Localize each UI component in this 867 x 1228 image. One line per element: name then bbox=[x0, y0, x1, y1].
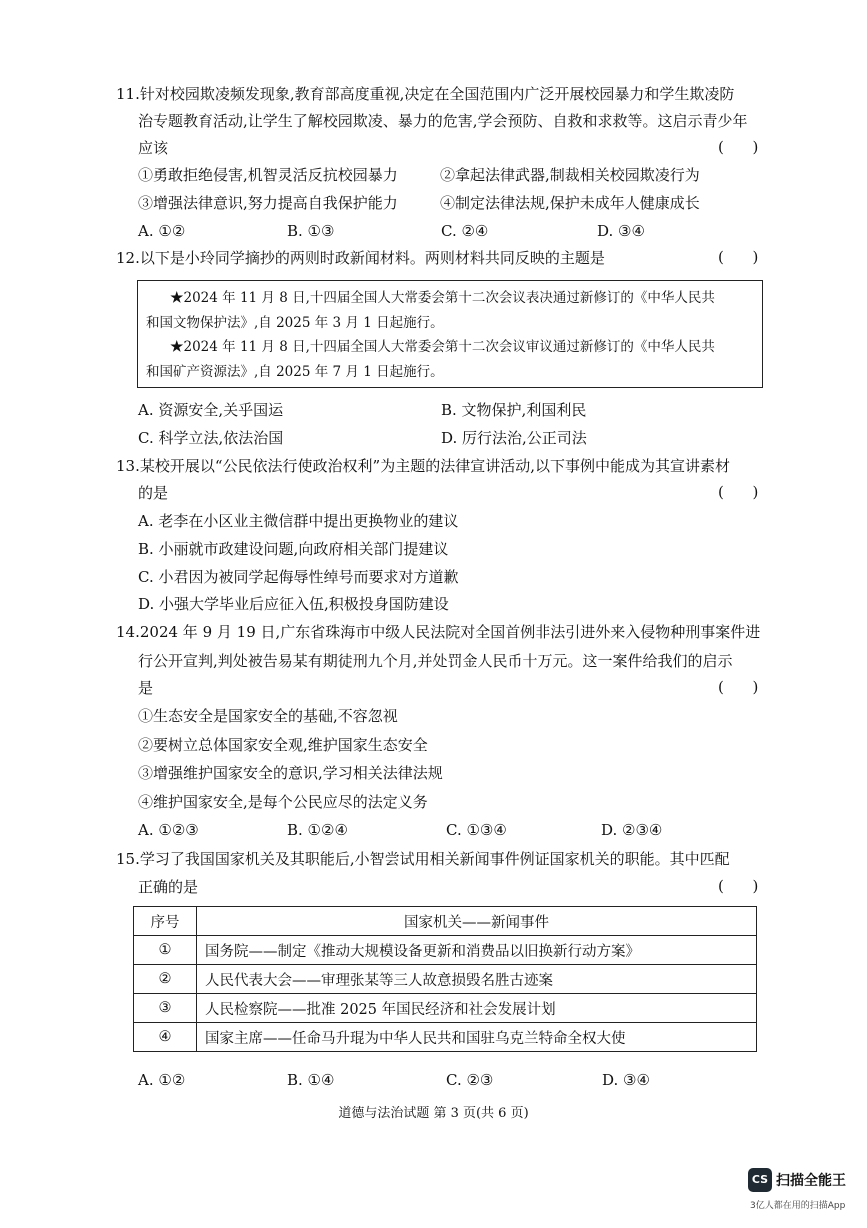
option-c: C. 小君因为被同学起侮辱性绰号而要求对方道歉 bbox=[138, 568, 459, 586]
table-row bbox=[134, 936, 757, 965]
statement-item: ①勇敢拒绝侵害,机智灵活反抗校园暴力 bbox=[138, 166, 398, 184]
option-a: A. 老李在小区业主微信群中提出更换物业的建议 bbox=[138, 512, 459, 530]
news-line: 和国文物保护法》,自 2025 年 3 月 1 日起施行。 bbox=[146, 315, 444, 331]
question-11-stem-line-1: 11.针对校园欺凌频发现象,教育部高度重视,决定在全国范围内广泛开展校园暴力和学生欺凌防 bbox=[116, 85, 735, 103]
option-a: A. ①② bbox=[138, 1071, 186, 1089]
question-15-stem-line-2: 正确的是 bbox=[138, 878, 199, 896]
table-cell-number: ① bbox=[134, 936, 197, 965]
answer-bracket: ( ) bbox=[718, 877, 759, 895]
table-cell-number: ② bbox=[134, 965, 197, 994]
statement-item: ④制定法律法规,保护未成年人健康成长 bbox=[440, 194, 700, 212]
watermark-tagline: 3亿人都在用的扫描App bbox=[750, 1201, 846, 1211]
table-cell-number: ④ bbox=[134, 1023, 197, 1052]
option-b: B. ①④ bbox=[287, 1071, 335, 1089]
answer-bracket: ( ) bbox=[718, 678, 759, 696]
option-c: C. ②④ bbox=[441, 222, 489, 240]
table-cell-event: 人民代表大会——审理张某等三人故意损毁名胜古迹案 bbox=[197, 965, 757, 994]
table-header-cell: 国家机关——新闻事件 bbox=[197, 907, 757, 936]
matching-table bbox=[133, 906, 757, 1052]
option-c: C. ②③ bbox=[446, 1071, 494, 1089]
option-a: A. ①② bbox=[138, 222, 186, 240]
question-14-stem-line-2: 行公开宣判,判处被告易某有期徒刑九个月,并处罚金人民币十万元。这一案件给我们的启示 bbox=[138, 652, 733, 670]
question-13-stem-line-1: 13.某校开展以“公民依法行使政治权利”为主题的法律宣讲活动,以下事例中能成为其宣讲素材 bbox=[116, 457, 730, 475]
option-b: B. 文物保护,利国利民 bbox=[441, 401, 587, 419]
table-cell-event: 国家主席——任命马升琨为中华人民共和国驻乌克兰特命全权大使 bbox=[197, 1023, 757, 1052]
news-line: ★2024 年 11 月 8 日,十四届全国人大常委会第十二次会议表决通过新修订的《中华人民共 bbox=[170, 290, 715, 306]
statement-item: ①生态安全是国家安全的基础,不容忽视 bbox=[138, 707, 398, 725]
table-cell-number: ③ bbox=[134, 994, 197, 1023]
statement-item: ④维护国家安全,是每个公民应尽的法定义务 bbox=[138, 793, 428, 811]
table-row bbox=[134, 994, 757, 1023]
statement-item: ③增强维护国家安全的意识,学习相关法律法规 bbox=[138, 764, 443, 782]
statement-item: ②拿起法律武器,制裁相关校园欺凌行为 bbox=[440, 166, 700, 184]
option-d: D. 小强大学毕业后应征入伍,积极投身国防建设 bbox=[138, 595, 449, 613]
news-line: ★2024 年 11 月 8 日,十四届全国人大常委会第十二次会议审议通过新修订的《中华人民共 bbox=[170, 339, 715, 355]
option-c: C. 科学立法,依法治国 bbox=[138, 429, 284, 447]
option-b: B. ①②④ bbox=[287, 821, 348, 839]
scanner-watermark bbox=[748, 1168, 858, 1218]
answer-bracket: ( ) bbox=[718, 138, 759, 156]
option-a: A. ①②③ bbox=[138, 821, 199, 839]
statement-item: ②要树立总体国家安全观,维护国家生态安全 bbox=[138, 736, 428, 754]
question-13-stem-line-2: 的是 bbox=[138, 484, 169, 502]
watermark-app-name: 扫描全能王 bbox=[776, 1173, 846, 1189]
option-d: D. ③④ bbox=[602, 1071, 650, 1089]
news-material-box bbox=[137, 280, 763, 388]
question-11-stem-line-3: 应该 bbox=[138, 139, 169, 157]
statement-item: ③增强法律意识,努力提高自我保护能力 bbox=[138, 194, 398, 212]
table-row bbox=[134, 1023, 757, 1052]
option-d: D. 厉行法治,公正司法 bbox=[441, 429, 587, 447]
table-cell-event: 国务院——制定《推动大规模设备更新和消费品以旧换新行动方案》 bbox=[197, 936, 757, 965]
option-c: C. ①③④ bbox=[446, 821, 507, 839]
page-footer: 道德与法治试题 第 3 页(共 6 页) bbox=[338, 1106, 529, 1121]
table-row bbox=[134, 965, 757, 994]
table-header-row bbox=[134, 907, 757, 936]
question-14-stem-line-1: 14.2024 年 9 月 19 日,广东省珠海市中级人民法院对全国首例非法引进外来入侵物种刑事案件进 bbox=[116, 623, 761, 641]
question-14-stem-line-3: 是 bbox=[138, 679, 154, 697]
camscanner-logo-icon: CS bbox=[748, 1168, 772, 1192]
question-11-stem-line-2: 治专题教育活动,让学生了解校园欺凌、暴力的危害,学会预防、自救和求救等。这启示青少年 bbox=[138, 112, 748, 130]
table-cell-event: 人民检察院——批准 2025 年国民经济和社会发展计划 bbox=[197, 994, 757, 1023]
table-header-cell: 序号 bbox=[134, 907, 197, 936]
answer-bracket: ( ) bbox=[718, 483, 759, 501]
option-b: B. 小丽就市政建设问题,向政府相关部门提建议 bbox=[138, 540, 449, 558]
news-line: 和国矿产资源法》,自 2025 年 7 月 1 日起施行。 bbox=[146, 364, 444, 380]
option-a: A. 资源安全,关乎国运 bbox=[138, 401, 284, 419]
question-12-stem-line-1: 12.以下是小玲同学摘抄的两则时政新闻材料。两则材料共同反映的主题是 bbox=[116, 249, 605, 267]
answer-bracket: ( ) bbox=[718, 248, 759, 266]
option-d: D. ②③④ bbox=[601, 821, 663, 839]
option-b: B. ①③ bbox=[287, 222, 335, 240]
option-d: D. ③④ bbox=[597, 222, 645, 240]
question-15-stem-line-1: 15.学习了我国国家机关及其职能后,小智尝试用相关新闻事件例证国家机关的职能。其中匹配 bbox=[116, 850, 730, 868]
